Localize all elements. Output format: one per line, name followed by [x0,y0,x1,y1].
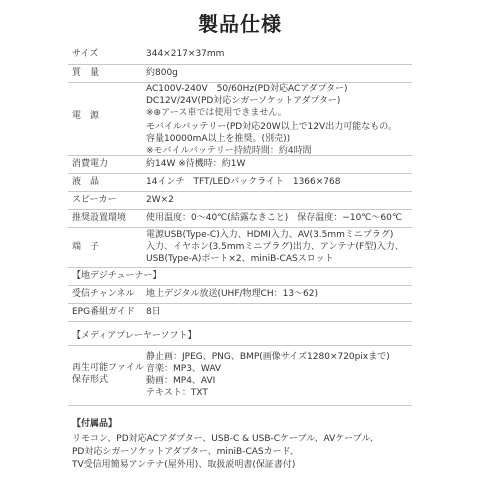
section-tuner [68,267,412,286]
power-line: ※⊕アース車では使用できません。 [146,108,287,118]
spec-value-lcd: 14インチ TFT/LEDバックライト 1366×768 [146,177,341,187]
spec-label-epg: EPG番組ガイド [72,307,135,317]
media-heading: 【メディアプレーヤーソフト】 [72,331,197,341]
accessories-line: PD対応シガーソケットアダプター、miniB-CASカード、 [72,447,299,457]
spec-value-weight: 約800g [146,68,178,78]
spec-label-size: サイズ [72,49,99,59]
terminal-line: 電源USB(Type-C)入力、HDMI入力、AV(3.5mmミニプラグ) [146,230,394,240]
media-line: テキスト：TXT [146,388,208,398]
spec-value-power [146,83,397,157]
spec-label-consumption: 消費電力 [72,159,109,169]
power-line: AC100V-240V 50/60Hz(PD対応ACアダプター) [146,84,348,94]
accessories-line: リモコン、PD対応ACアダプター、USB-C & USB-Cケーブル、AVケーブル、 [72,434,379,444]
spec-row-media-formats [68,345,412,406]
spec-label-channel: 受信チャンネル [72,289,135,299]
spec-value-epg: 8日 [146,307,161,317]
spec-label-terminal: 端 子 [72,242,100,252]
spec-row-lcd [68,173,412,192]
media-line: 静止画：JPEG、PNG、BMP(画像サイズ1280×720pixまで) [146,352,390,362]
power-line: ※モバイルバッテリー持続時間：約4時間 [146,146,312,156]
spec-label-lcd: 液 晶 [72,177,100,187]
accessories-heading: 【付属品】 [72,419,118,429]
spec-row-channel [68,285,412,304]
spec-value-speaker: 2W×2 [146,195,174,205]
media-label-line: 再生可能ファイル [72,363,144,373]
spec-row-weight [68,64,412,83]
spec-label-weight: 質 量 [72,68,100,78]
spec-value-consumption: 約14W ※待機時：約1W [146,159,246,169]
spec-label-media-formats [72,362,144,386]
spec-value-size: 344×217×37mm [146,49,225,59]
spec-row-speaker [68,191,412,210]
media-label-line: 保存形式 [72,375,109,385]
tuner-heading: 【地デジチューナー】 [72,271,162,281]
spec-value-channel: 地上デジタル放送(UHF/物理CH：13〜62) [146,289,319,299]
power-line: 容量10000mA以上を推奨。(別売)) [146,134,291,144]
accessories-line: TV受信用簡易アンテナ(屋外用)、取扱説明書(保証書付) [72,460,296,470]
spec-row-epg [68,303,412,322]
terminal-line: USB(Type-A)ポート×2、miniB-CASスロット [146,254,334,264]
power-line: モバイルバッテリー(PD対応20W以上で12V出力可能なもの。 [146,122,397,132]
spec-row-consumption [68,155,412,174]
power-line: DC12V/24V(PD対応シガーソケットアダプター) [146,96,341,106]
spec-label-speaker: スピーカー [72,195,117,205]
media-line: 音楽：MP3、WAV [146,364,222,374]
spec-row-power [68,82,412,156]
media-line: 動画：MP4、AVI [146,376,216,386]
spec-label-environment: 推奨設置環境 [72,213,127,223]
terminal-line: 入力、イヤホン(3.5mmミニプラグ)出力、アンテナ(F型)入力、 [146,242,404,252]
spec-label-power: 電 源 [72,111,100,121]
page-title: 製品仕様 [198,12,282,36]
spec-row-environment [68,209,412,228]
accessories-section [72,418,379,472]
section-media [68,327,412,346]
spec-row-size [68,44,412,65]
spec-value-environment: 使用温度：0〜40℃(結露なきこと) 保存温度：−10℃〜60℃ [146,213,402,223]
spec-row-terminal [68,227,412,268]
spec-value-media-formats [146,351,390,399]
spec-value-terminal [146,229,404,265]
